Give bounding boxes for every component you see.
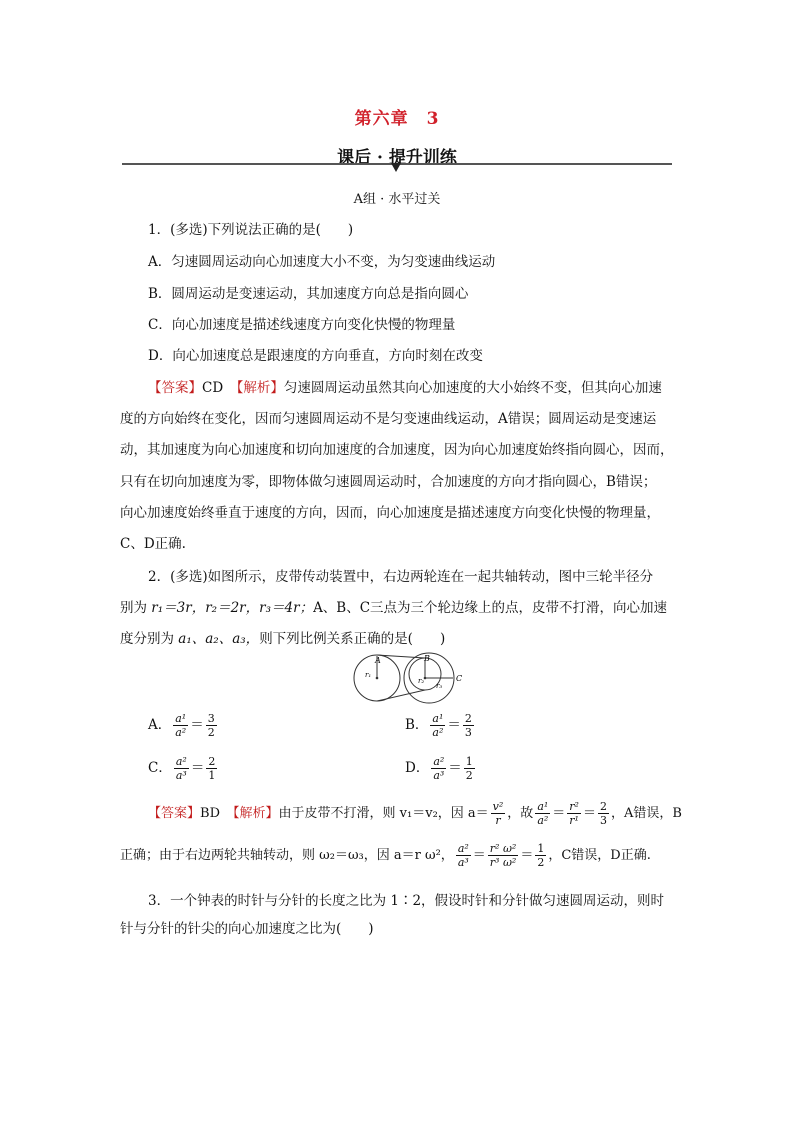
label-c: C	[456, 674, 463, 683]
label-a: A	[375, 656, 381, 665]
label-r3: r₃	[436, 682, 443, 690]
label-b: B	[424, 654, 430, 663]
q2-answer: 【答案】BD 【解析】由于皮带不打滑，则 v₁＝v₂，因 a＝ $\frac{\text{v²}}{r}$ ，故 $\frac{\text{a¹}}{\text{a²}}$ ＝ $\frac{\text{r²}}{\text{r¹}}$ ＝ $\frac{2}{3}$ ，A错误，B	[148, 800, 682, 827]
q1-analysis-line: C、D正确.	[120, 536, 186, 552]
analysis-text: 匀速圆周运动虽然其向心加速度的大小始终不变，但其向心加速	[283, 380, 662, 396]
group-title: A组 · 水平过关	[353, 192, 441, 207]
q2-option-b: B． $\frac{\text{a¹}}{\text{a²}}$ ＝ $\frac{2}{3}$	[405, 712, 472, 739]
q2-stem-line: 2．(多选)如图所示，皮带传动装置中，右边两轮连在一起共轴转动，图中三轮半径分	[148, 569, 654, 585]
q1-answer	[148, 376, 662, 396]
q1-option-b: B．圆周运动是变速运动，其加速度方向总是指向圆心	[148, 286, 469, 302]
q1-option-a: A．匀速圆周运动向心加速度大小不变，为匀变速曲线运动	[148, 254, 496, 270]
chapter-title: 第六章 3	[354, 109, 440, 129]
q1-option-c: C．向心加速度是描述线速度方向变化快慢的物理量	[148, 317, 456, 333]
q3-stem-line: 3．一个钟表的时针与分针的长度之比为 1∶2，假设时针和分针做匀速圆周运动，则时	[148, 893, 665, 909]
divider-arrow-icon	[391, 163, 401, 172]
answer-value: CD	[202, 380, 224, 396]
q1-option-d: D．向心加速度总是跟速度的方向垂直，方向时刻在改变	[148, 348, 483, 364]
q1-stem: 1．(多选)下列说法正确的是( )	[148, 222, 354, 238]
answer-tag: 【答案】	[148, 380, 202, 396]
label-r1: r₁	[365, 671, 372, 679]
q2-option-d: D． $\frac{\text{a²}}{\text{a³}}$ ＝ $\frac{1}{2}$	[405, 755, 473, 782]
q1-analysis-line: 动，其加速度为向心加速度和切向加速度的合加速度，因为向心加速度始终指向圆心，因而，	[120, 442, 674, 458]
q1-analysis-line: 向心加速度始终垂直于速度的方向，因而，向心加速度是描述速度方向变化快慢的物理量，	[120, 505, 660, 521]
q2-stem-line: 度分别为 a₁、a₂、a₃，则下列比例关系正确的是( )	[120, 631, 446, 647]
q2-analysis-line: 正确；由于右边两轮共轴转动，则 ω₂＝ω₃，因 a＝r ω²， $\frac{\text{a²}}{\text{a³}}$ ＝ $\frac{\text{r² ω²}}{\text{r³ ω²}}$ ＝ $\frac{1}{2}$ ，C错误，D正确.	[120, 842, 651, 869]
q3-stem-line: 针与分针的针尖的向心加速度之比为( )	[120, 921, 374, 937]
label-r2: r₂	[418, 677, 425, 685]
belt-drive-figure	[352, 652, 470, 704]
q2-option-a: A． $\frac{\text{a¹}}{\text{a²}}$ ＝ $\frac{3}{2}$	[148, 712, 215, 739]
q2-stem-line: 别为 r₁＝3r，r₂＝2r，r₃＝4r；A、B、C三点为三个轮边缘上的点，皮带不打滑，向心加速	[120, 600, 668, 616]
q1-analysis-line: 只有在切向加速度为零，即物体做匀速圆周运动时，合加速度的方向才指向圆心，B错误；	[120, 474, 657, 490]
q1-analysis-line: 度的方向始终在变化，因而匀速圆周运动不是匀变速曲线运动，A错误；圆周运动是变速运	[120, 411, 657, 427]
section-subtitle: 课后 · 提升训练	[337, 148, 457, 168]
q2-option-c: C． $\frac{\text{a²}}{\text{a³}}$ ＝ $\frac{2}{1}$	[148, 755, 216, 782]
analysis-tag: 【解析】	[236, 380, 284, 396]
